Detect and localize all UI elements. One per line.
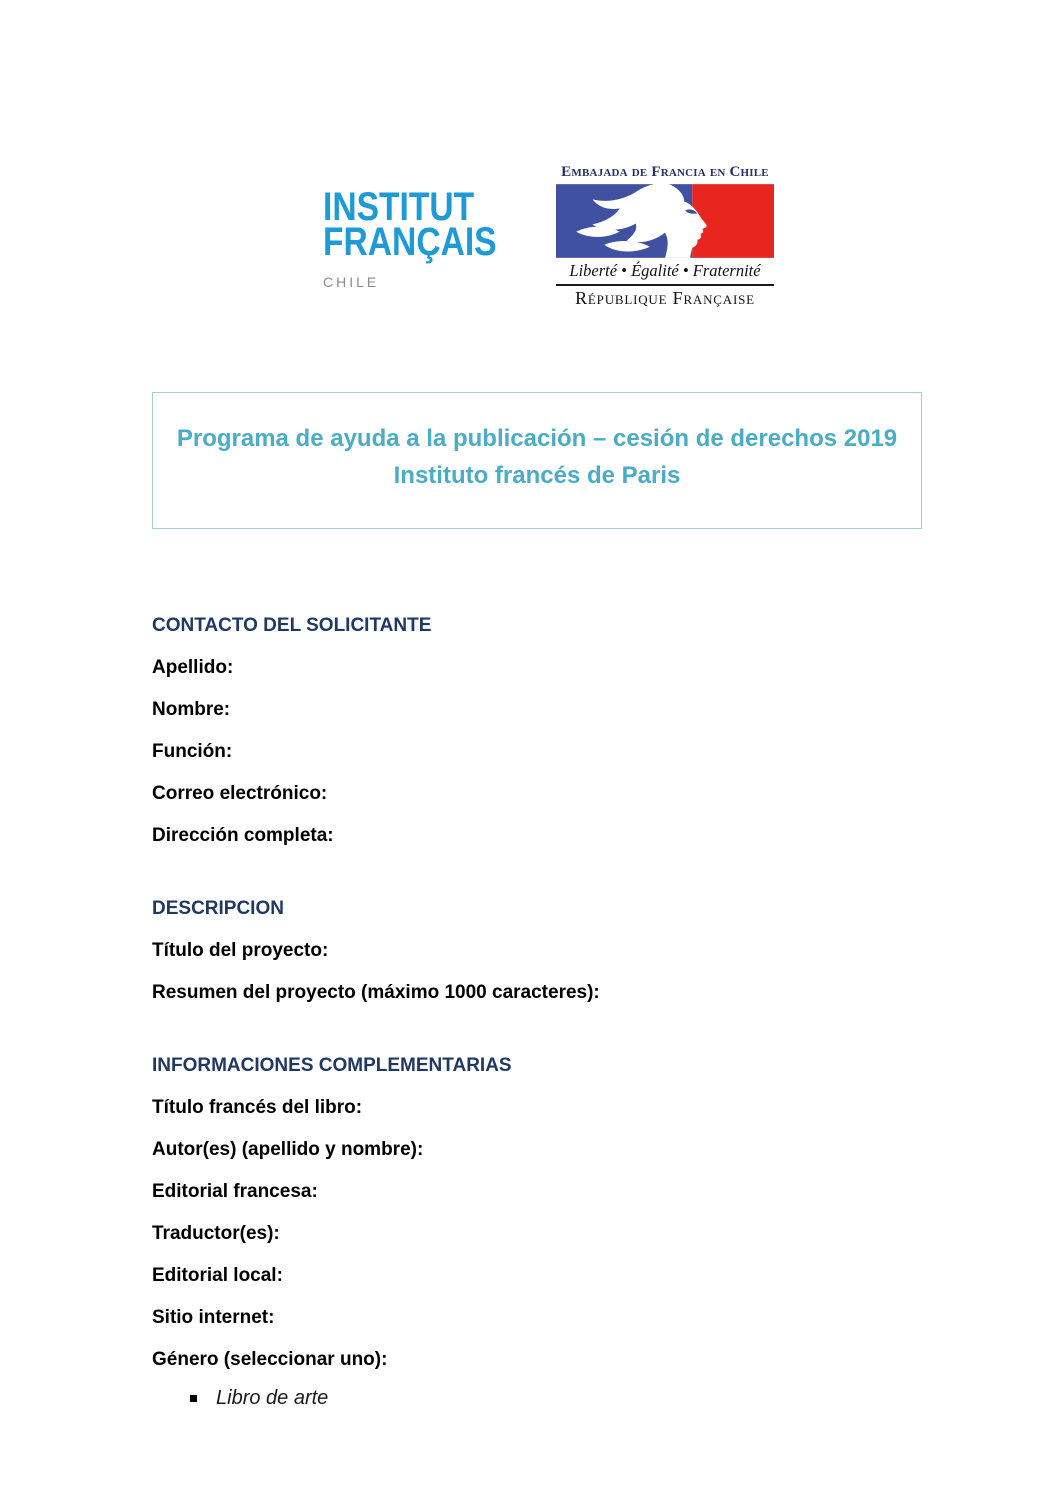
document-title-line1: Programa de ayuda a la publicación – cesión de derechos 2019 — [176, 425, 898, 452]
field-titulo-del-proyecto: Título del proyecto: — [152, 940, 329, 961]
embassy-motto: Liberté • Égalité • Fraternité — [569, 261, 761, 280]
field-genero: Género (seleccionar uno): — [152, 1349, 388, 1370]
field-nombre: Nombre: — [152, 699, 231, 720]
field-direccion-completa: Dirección completa: — [152, 825, 334, 846]
field-editorial-local: Editorial local: — [152, 1265, 283, 1286]
field-titulo-frances-del-libro: Título francés del libro: — [152, 1097, 363, 1118]
field-apellido: Apellido: — [152, 657, 234, 678]
marianne-flag-icon — [556, 184, 774, 258]
embassy-republic-text: République Française — [575, 288, 755, 308]
institut-francais-logo — [323, 185, 530, 290]
genre-option-label: Libro de arte — [216, 1387, 329, 1409]
document-title-box — [152, 392, 922, 529]
embassy-header-text: Embajada de Francia en Chile — [561, 164, 769, 180]
section-header-descripcion: DESCRIPCION — [152, 898, 284, 919]
section-header-informaciones: INFORMACIONES COMPLEMENTARIAS — [152, 1055, 512, 1076]
genre-option-libro-de-arte — [190, 1387, 932, 1410]
field-traductores: Traductor(es): — [152, 1223, 280, 1244]
institut-logo-line2: FRANÇAIS — [323, 220, 497, 264]
embassy-logo-block — [556, 164, 774, 309]
field-autores: Autor(es) (apellido y nombre): — [152, 1139, 424, 1160]
field-resumen-del-proyecto: Resumen del proyecto (máximo 1000 caracteres): — [152, 982, 600, 1003]
field-funcion: Función: — [152, 741, 233, 762]
form-body — [152, 615, 932, 1410]
field-sitio-internet: Sitio internet: — [152, 1307, 275, 1328]
field-correo-electronico: Correo electrónico: — [152, 783, 328, 804]
section-header-contacto: CONTACTO DEL SOLICITANTE — [152, 615, 432, 636]
bullet-square-icon — [190, 1395, 197, 1402]
document-title-line2: Instituto francés de Paris — [393, 462, 681, 489]
institut-logo-line1: INSTITUT — [323, 185, 475, 229]
field-editorial-francesa: Editorial francesa: — [152, 1181, 318, 1202]
institut-logo-country: CHILE — [323, 274, 380, 290]
embassy-divider — [556, 284, 774, 286]
